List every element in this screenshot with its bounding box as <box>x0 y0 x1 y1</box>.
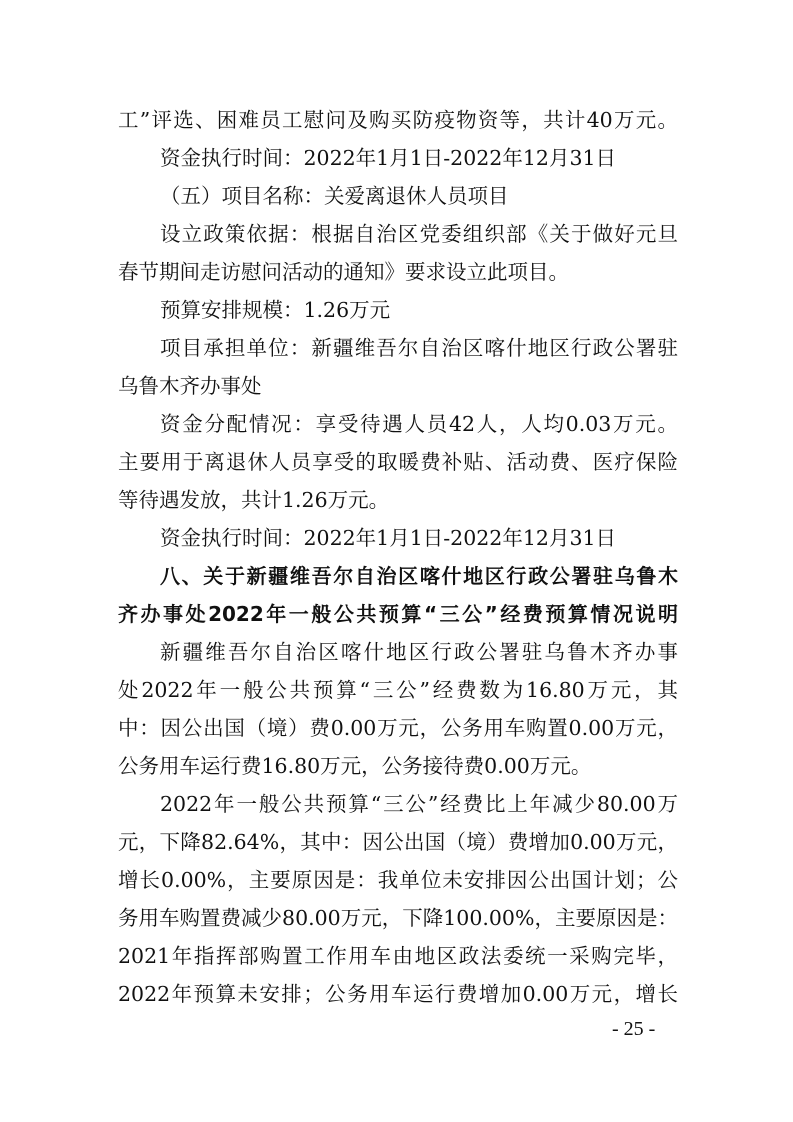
body-text-line: 增长0.00%，主要原因是：我单位未安排因公出国计划；公 <box>118 868 678 892</box>
body-text-line: 务用车购置费减少80.00万元，下降100.00%，主要原因是： <box>118 906 678 930</box>
chapter-heading: 八、关于新疆维吾尔自治区喀什地区行政公署驻乌鲁木 <box>160 564 678 588</box>
body-text-line: 工”评选、困难员工慰问及购买防疫物资等，共计40万元。 <box>118 108 678 132</box>
body-text-line: 处2022年一般公共预算“三公”经费数为16.80万元，其 <box>118 678 678 702</box>
body-text-line: 2022年预算未安排；公务用车运行费增加0.00万元，增长 <box>118 982 678 1006</box>
body-text-line: 公务用车运行费16.80万元，公务接待费0.00万元。 <box>118 754 592 778</box>
body-text-line: 乌鲁木齐办事处 <box>118 374 262 398</box>
body-text-line: 资金执行时间：2022年1月1日-2022年12月31日 <box>160 146 617 170</box>
body-text-line: 春节期间走访慰问活动的通知》要求设立此项目。 <box>118 260 569 284</box>
body-text-line: 新疆维吾尔自治区喀什地区行政公署驻乌鲁木齐办事 <box>160 640 678 664</box>
section-heading: （五）项目名称：关爱离退休人员项目 <box>160 184 509 208</box>
body-text-line: 资金执行时间：2022年1月1日-2022年12月31日 <box>160 526 617 550</box>
body-text-line: 预算安排规模：1.26万元 <box>160 298 391 322</box>
body-text-line: 2021年指挥部购置工作用车由地区政法委统一采购完毕， <box>118 944 678 968</box>
chapter-heading: 齐办事处2022年一般公共预算“三公”经费预算情况说明 <box>118 602 678 626</box>
body-text-line: 主要用于离退休人员享受的取暖费补贴、活动费、医疗保险 <box>118 450 678 474</box>
body-text-line: 资金分配情况：享受待遇人员42人，人均0.03万元。 <box>160 412 678 436</box>
page-number: - 25 - <box>612 1018 656 1040</box>
body-text-line: 元，下降82.64%，其中：因公出国（境）费增加0.00万元， <box>118 830 678 854</box>
body-text-line: 等待遇发放，共计1.26万元。 <box>118 488 390 512</box>
body-text-line: 中：因公出国（境）费0.00万元，公务用车购置0.00万元， <box>118 716 678 740</box>
body-text-line: 设立政策依据：根据自治区党委组织部《关于做好元旦 <box>160 222 678 246</box>
body-text-line: 2022年一般公共预算“三公”经费比上年减少80.00万 <box>160 792 678 816</box>
body-text-line: 项目承担单位：新疆维吾尔自治区喀什地区行政公署驻 <box>160 336 678 360</box>
